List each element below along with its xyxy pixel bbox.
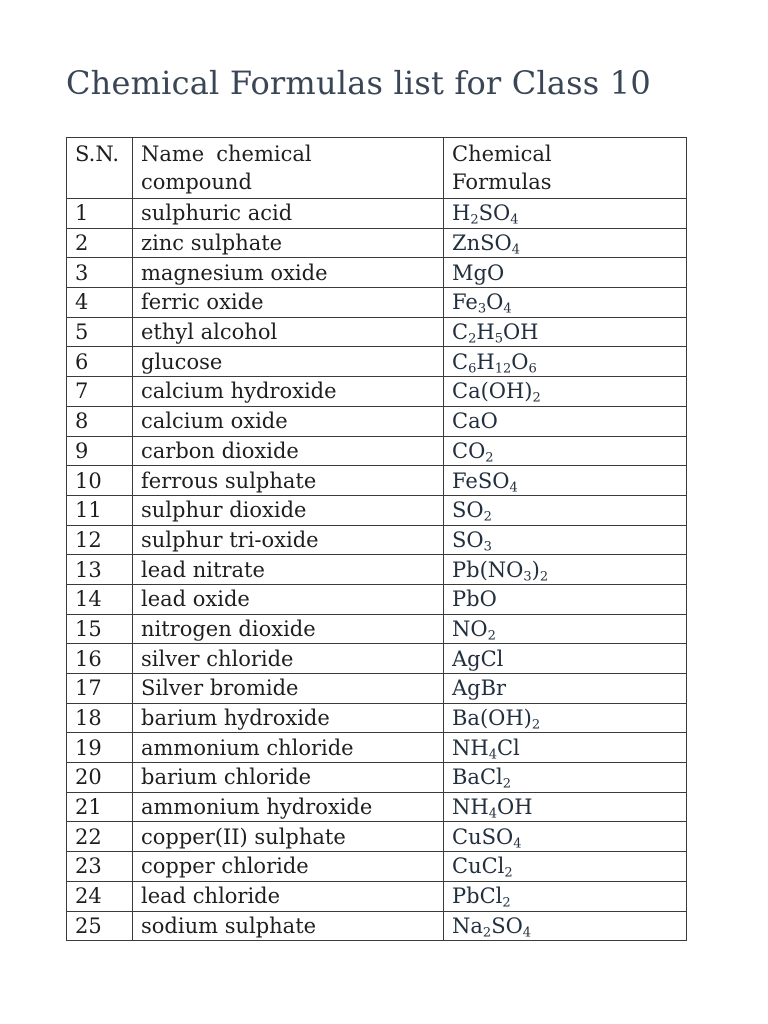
formula-subscript: 4 bbox=[488, 806, 497, 822]
row-chemical-formula bbox=[444, 852, 687, 882]
formula-text: Fe bbox=[452, 290, 478, 315]
formula-text: C bbox=[452, 320, 469, 345]
row-serial-number: 15 bbox=[67, 614, 133, 644]
formula-text: ) bbox=[531, 557, 540, 582]
row-compound-name: glucose bbox=[133, 347, 444, 377]
row-serial-number: 7 bbox=[67, 377, 133, 407]
row-compound-name: sodium sulphate bbox=[133, 911, 444, 941]
formula-text: C bbox=[452, 349, 469, 374]
row-serial-number: 12 bbox=[67, 525, 133, 555]
header-chemical-formula-line1: Chemical bbox=[452, 142, 552, 166]
formula-subscript: 4 bbox=[488, 747, 497, 763]
row-serial-number: 14 bbox=[67, 584, 133, 614]
formula-text: PbO bbox=[452, 587, 497, 612]
table-row bbox=[67, 674, 687, 704]
row-serial-number: 25 bbox=[67, 911, 133, 941]
formula-subscript: 4 bbox=[513, 836, 522, 852]
formula-subscript: 2 bbox=[482, 925, 492, 941]
table-row bbox=[67, 495, 687, 525]
formula-subscript: 4 bbox=[509, 480, 518, 496]
formula-text: NO bbox=[452, 616, 488, 641]
row-serial-number: 16 bbox=[67, 644, 133, 674]
row-chemical-formula bbox=[444, 406, 687, 436]
formula-subscript: 2 bbox=[468, 331, 477, 347]
row-serial-number: 17 bbox=[67, 674, 133, 704]
header-compound-name-line2: compound bbox=[141, 170, 252, 194]
row-compound-name: lead chloride bbox=[133, 881, 444, 911]
formula-text: SO bbox=[478, 201, 511, 226]
table-row bbox=[67, 258, 687, 288]
header-compound-name-line1b: chemical bbox=[216, 142, 312, 166]
formula-text: CO bbox=[452, 438, 486, 463]
formula-text: PbCl bbox=[452, 884, 503, 909]
row-chemical-formula bbox=[444, 466, 687, 496]
table-row bbox=[67, 347, 687, 377]
row-compound-name: barium hydroxide bbox=[133, 703, 444, 733]
row-chemical-formula bbox=[444, 228, 687, 258]
table-row bbox=[67, 852, 687, 882]
formula-subscript: 5 bbox=[494, 331, 503, 347]
formula-text: CuSO bbox=[452, 824, 514, 849]
row-compound-name: magnesium oxide bbox=[133, 258, 444, 288]
table-row bbox=[67, 614, 687, 644]
row-serial-number: 24 bbox=[67, 881, 133, 911]
header-chemical-formula bbox=[444, 138, 687, 199]
formula-text: Cl bbox=[496, 735, 520, 760]
table-row bbox=[67, 792, 687, 822]
row-serial-number: 3 bbox=[67, 258, 133, 288]
table-row bbox=[67, 525, 687, 555]
formula-text: SO bbox=[452, 498, 484, 523]
formula-text: H bbox=[452, 201, 471, 226]
row-chemical-formula bbox=[444, 881, 687, 911]
table-body bbox=[67, 199, 687, 941]
row-chemical-formula bbox=[444, 495, 687, 525]
row-chemical-formula bbox=[444, 763, 687, 793]
table-header-row bbox=[67, 138, 687, 199]
formula-text: Ca(OH) bbox=[452, 379, 533, 404]
formula-text: H bbox=[476, 320, 495, 345]
table-row bbox=[67, 584, 687, 614]
table-row bbox=[67, 377, 687, 407]
table-row bbox=[67, 406, 687, 436]
page-title: Chemical Formulas list for Class 10 bbox=[66, 64, 651, 102]
header-serial-number: S.N. bbox=[67, 138, 133, 199]
row-compound-name: sulphuric acid bbox=[133, 199, 444, 229]
table-row bbox=[67, 881, 687, 911]
formula-subscript: 2 bbox=[470, 212, 479, 228]
formula-text: CuCl bbox=[452, 854, 505, 879]
formula-text: AgCl bbox=[452, 646, 504, 671]
formula-subscript: 3 bbox=[477, 302, 487, 318]
formula-text: Na bbox=[452, 913, 483, 938]
row-chemical-formula bbox=[444, 555, 687, 585]
row-compound-name: ammonium hydroxide bbox=[133, 792, 444, 822]
row-compound-name: calcium oxide bbox=[133, 406, 444, 436]
row-serial-number: 2 bbox=[67, 228, 133, 258]
row-serial-number: 9 bbox=[67, 436, 133, 466]
row-serial-number: 5 bbox=[67, 317, 133, 347]
formula-subscript: 6 bbox=[528, 361, 537, 377]
row-serial-number: 6 bbox=[67, 347, 133, 377]
table-row bbox=[67, 703, 687, 733]
table-row bbox=[67, 555, 687, 585]
row-compound-name: lead oxide bbox=[133, 584, 444, 614]
table-row bbox=[67, 228, 687, 258]
formula-text: AgBr bbox=[452, 676, 507, 701]
row-compound-name: ferrous sulphate bbox=[133, 466, 444, 496]
row-compound-name: calcium hydroxide bbox=[133, 377, 444, 407]
header-compound-name bbox=[133, 138, 444, 199]
row-compound-name: ethyl alcohol bbox=[133, 317, 444, 347]
row-chemical-formula bbox=[444, 792, 687, 822]
formula-subscript: 2 bbox=[485, 450, 494, 466]
formula-subscript: 2 bbox=[483, 509, 492, 525]
row-chemical-formula bbox=[444, 288, 687, 318]
table-row bbox=[67, 436, 687, 466]
formula-text: NH bbox=[452, 735, 489, 760]
row-chemical-formula bbox=[444, 614, 687, 644]
formula-subscript: 2 bbox=[531, 717, 541, 733]
formula-subscript: 4 bbox=[511, 242, 520, 258]
row-compound-name: barium chloride bbox=[133, 763, 444, 793]
table-row bbox=[67, 644, 687, 674]
formula-subscript: 2 bbox=[539, 569, 549, 585]
table-row bbox=[67, 763, 687, 793]
formula-subscript: 12 bbox=[494, 361, 512, 377]
table-row bbox=[67, 199, 687, 229]
row-chemical-formula bbox=[444, 644, 687, 674]
row-compound-name: ammonium chloride bbox=[133, 733, 444, 763]
formula-text: SO bbox=[491, 913, 523, 938]
row-serial-number: 19 bbox=[67, 733, 133, 763]
formula-subscript: 3 bbox=[523, 569, 532, 585]
row-chemical-formula bbox=[444, 703, 687, 733]
formula-text: Ba(OH) bbox=[452, 706, 532, 731]
formula-subscript: 4 bbox=[503, 302, 512, 318]
row-chemical-formula bbox=[444, 347, 687, 377]
table-row bbox=[67, 733, 687, 763]
formula-text: FeSO bbox=[452, 468, 510, 493]
row-chemical-formula bbox=[444, 317, 687, 347]
formula-subscript: 6 bbox=[468, 361, 477, 377]
row-serial-number: 4 bbox=[67, 288, 133, 318]
formula-text: CaO bbox=[452, 409, 498, 434]
row-compound-name: zinc sulphate bbox=[133, 228, 444, 258]
row-compound-name: sulphur tri-oxide bbox=[133, 525, 444, 555]
row-chemical-formula bbox=[444, 674, 687, 704]
row-compound-name: ferric oxide bbox=[133, 288, 444, 318]
row-compound-name: Silver bromide bbox=[133, 674, 444, 704]
row-compound-name: copper(II) sulphate bbox=[133, 822, 444, 852]
formula-text: H bbox=[476, 349, 495, 374]
row-chemical-formula bbox=[444, 584, 687, 614]
formula-text: OH bbox=[502, 320, 539, 345]
formula-text: ZnSO bbox=[452, 231, 512, 256]
formula-text: BaCl bbox=[452, 765, 503, 790]
row-serial-number: 22 bbox=[67, 822, 133, 852]
chemical-formula-table bbox=[66, 137, 687, 941]
row-serial-number: 10 bbox=[67, 466, 133, 496]
formula-text: O bbox=[511, 349, 529, 374]
row-serial-number: 8 bbox=[67, 406, 133, 436]
formula-text: O bbox=[486, 290, 504, 315]
formula-subscript: 2 bbox=[532, 391, 541, 407]
row-serial-number: 1 bbox=[67, 199, 133, 229]
row-serial-number: 11 bbox=[67, 495, 133, 525]
formula-subscript: 2 bbox=[502, 777, 512, 793]
header-chemical-formula-line2: Formulas bbox=[452, 170, 552, 194]
table-row bbox=[67, 288, 687, 318]
row-chemical-formula bbox=[444, 199, 687, 229]
row-chemical-formula bbox=[444, 911, 687, 941]
row-compound-name: silver chloride bbox=[133, 644, 444, 674]
row-chemical-formula bbox=[444, 525, 687, 555]
row-serial-number: 18 bbox=[67, 703, 133, 733]
table-row bbox=[67, 466, 687, 496]
header-compound-name-line1a: Name bbox=[141, 142, 205, 166]
table-row bbox=[67, 317, 687, 347]
row-chemical-formula bbox=[444, 377, 687, 407]
row-compound-name: copper chloride bbox=[133, 852, 444, 882]
row-serial-number: 23 bbox=[67, 852, 133, 882]
row-serial-number: 20 bbox=[67, 763, 133, 793]
row-chemical-formula bbox=[444, 258, 687, 288]
formula-text: Pb(NO bbox=[452, 557, 524, 582]
table-row bbox=[67, 911, 687, 941]
row-chemical-formula bbox=[444, 822, 687, 852]
formula-text: OH bbox=[496, 795, 533, 820]
formula-text: NH bbox=[452, 795, 489, 820]
formula-text: MgO bbox=[452, 260, 505, 285]
formula-subscript: 3 bbox=[483, 539, 492, 555]
formula-subscript: 4 bbox=[522, 925, 532, 941]
formula-subscript: 4 bbox=[510, 212, 519, 228]
row-serial-number: 13 bbox=[67, 555, 133, 585]
table-row bbox=[67, 822, 687, 852]
formula-text: SO bbox=[452, 527, 484, 552]
row-chemical-formula bbox=[444, 436, 687, 466]
row-compound-name: nitrogen dioxide bbox=[133, 614, 444, 644]
row-serial-number: 21 bbox=[67, 792, 133, 822]
formula-subscript: 2 bbox=[487, 628, 496, 644]
row-compound-name: lead nitrate bbox=[133, 555, 444, 585]
formula-subscript: 2 bbox=[502, 895, 511, 911]
row-compound-name: sulphur dioxide bbox=[133, 495, 444, 525]
formula-subscript: 2 bbox=[504, 866, 513, 882]
row-compound-name: carbon dioxide bbox=[133, 436, 444, 466]
row-chemical-formula bbox=[444, 733, 687, 763]
